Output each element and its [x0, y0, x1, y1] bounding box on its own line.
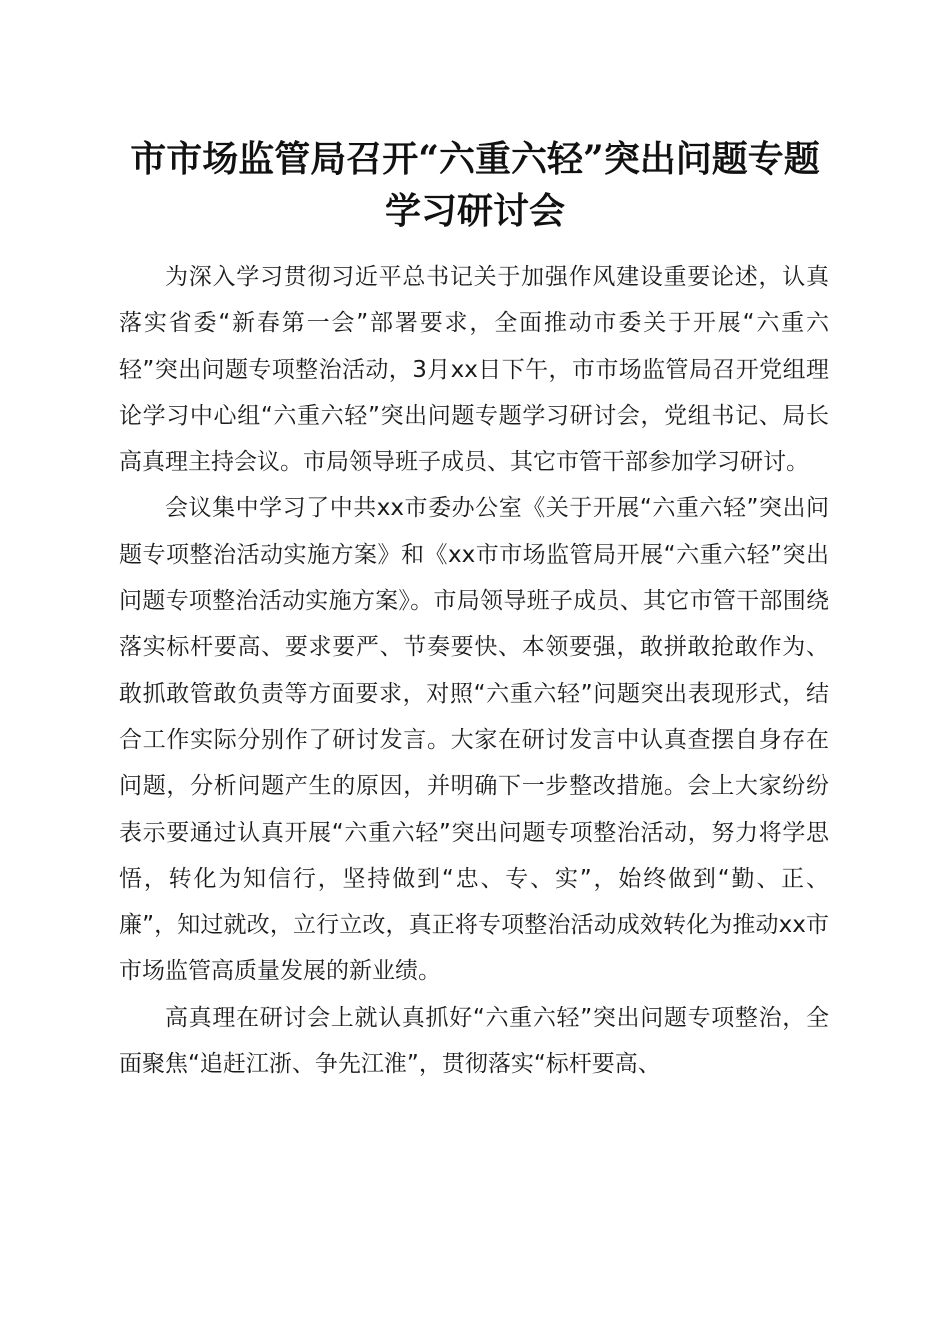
title-line-1: 市市场监管局召开“六重六轻”突出问题专题: [130, 138, 820, 180]
paragraph-2: 会议集中学习了中共xx市委办公室《关于开展“六重六轻”突出问题专项整治活动实施方案》和《xx市市场监管局开展“六重六轻”突出问题专项整治活动实施方案》。市局领导班子成员、其它市管干部围绕落实标杆要高、要求要严、节奏要快、本领要强，敢拼敢抢敢作为、敢抓敢管敢负责等方面要求，对照“六重六轻”问题突出表现形式，结合工作实际分别作了研讨发言。大家在研讨发言中认真查摆自身存在问题，分析问题产生的原因，并明确下一步整改措施。会上大家纷纷表示要通过认真开展“六重六轻”突出问题专项整治活动，努力将学思悟，转化为知信行，坚持做到“忠、专、实”，始终做到“勤、正、廉”，知过就改，立行立改，真正将专项整治活动成效转化为推动xx市市场监管高质量发展的新业绩。: [119, 495, 829, 985]
paragraph-1: 为深入学习贯彻习近平总书记关于加强作风建设重要论述，认真落实省委“新春第一会”部署要求，全面推动市委关于开展“六重六轻”突出问题专项整治活动，3月xx日下午，市市场监管局召开党组理论学习中心组“六重六轻”突出问题专题学习研讨会，党组书记、局长高真理主持会议。市局领导班子成员、其它市管干部参加学习研讨。: [119, 264, 829, 476]
document-body: [119, 254, 829, 1087]
paragraph-3: 高真理在研讨会上就认真抓好“六重六轻”突出问题专项整治，全面聚焦“追赶江浙、争先江淮”，贯彻落实“标杆要高、: [119, 1004, 829, 1078]
title-line-2: 学习研讨会: [384, 190, 565, 232]
document-title: [100, 133, 850, 237]
